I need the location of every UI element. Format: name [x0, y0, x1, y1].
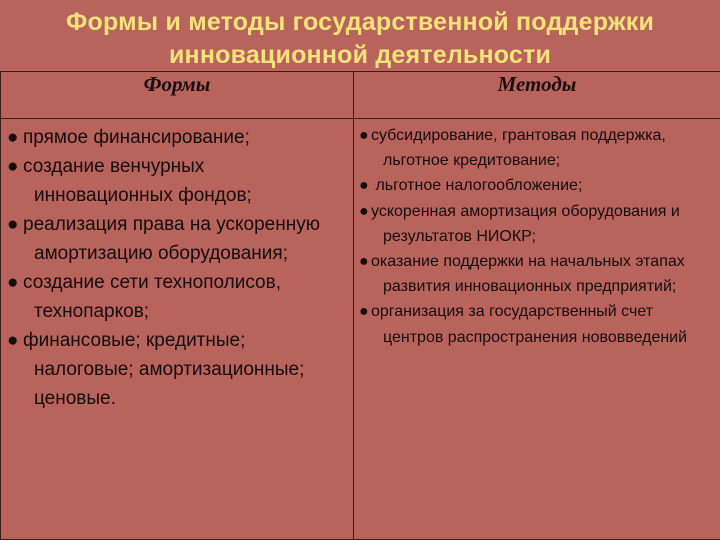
forms-item-text: создание сети технополисов, технопарков; [23, 272, 281, 322]
content-row [1, 119, 720, 540]
bullet-icon: ● [359, 202, 369, 220]
forms-item-text: реализация права на ускоренную амортизацию оборудования; [23, 214, 320, 264]
forms-list-item [7, 210, 347, 268]
methods-list-item [359, 123, 714, 173]
forms-list [1, 119, 353, 413]
bullet-icon: ● [7, 127, 19, 148]
bullet-icon: ● [359, 127, 369, 144]
methods-item-text: субсидирование, грантовая поддержка, льготное кредитование; [371, 127, 666, 170]
methods-item-text: оказание поддержки на начальных этапах развития инновационных предприятий; [371, 253, 685, 296]
header-methods: Методы [354, 72, 720, 119]
methods-cell [354, 119, 720, 540]
methods-list-item [359, 249, 714, 299]
forms-item-text: создание венчурных инновационных фондов; [23, 156, 252, 206]
forms-methods-table [0, 71, 720, 540]
forms-list-item [7, 123, 347, 152]
forms-item-text: прямое финансирование; [23, 127, 250, 148]
forms-item-text: финансовые; кредитные; налоговые; амортизационные; ценовые. [23, 330, 305, 409]
header-forms: Формы [1, 72, 354, 119]
methods-list-item [359, 173, 714, 198]
slide-title [0, 6, 720, 72]
bullet-icon: ● [7, 214, 19, 235]
methods-item-text: ускоренная амортизация оборудования и результатов НИОКР; [371, 202, 680, 245]
bullet-icon: ● [7, 156, 19, 177]
title-line-2: инновационной деятельности [168, 41, 552, 69]
header-row [1, 72, 720, 119]
methods-list-item [359, 299, 714, 349]
methods-list-item [359, 199, 714, 249]
methods-item-text: организация за государственный счет центров распространения нововведений [371, 303, 688, 346]
forms-list-item [7, 326, 347, 413]
forms-list-item [7, 268, 347, 326]
bullet-icon: ● [359, 177, 369, 195]
bullet-icon: ● [359, 253, 369, 271]
bullet-icon: ● [7, 272, 19, 293]
title-line-1: Формы и методы государственной поддержки [65, 8, 655, 36]
forms-list-item [7, 152, 347, 210]
bullet-icon: ● [7, 330, 19, 351]
bullet-icon: ● [359, 303, 369, 321]
methods-item-text: льготное налогообложение; [371, 177, 583, 195]
forms-cell [1, 119, 354, 540]
methods-list [354, 119, 720, 350]
